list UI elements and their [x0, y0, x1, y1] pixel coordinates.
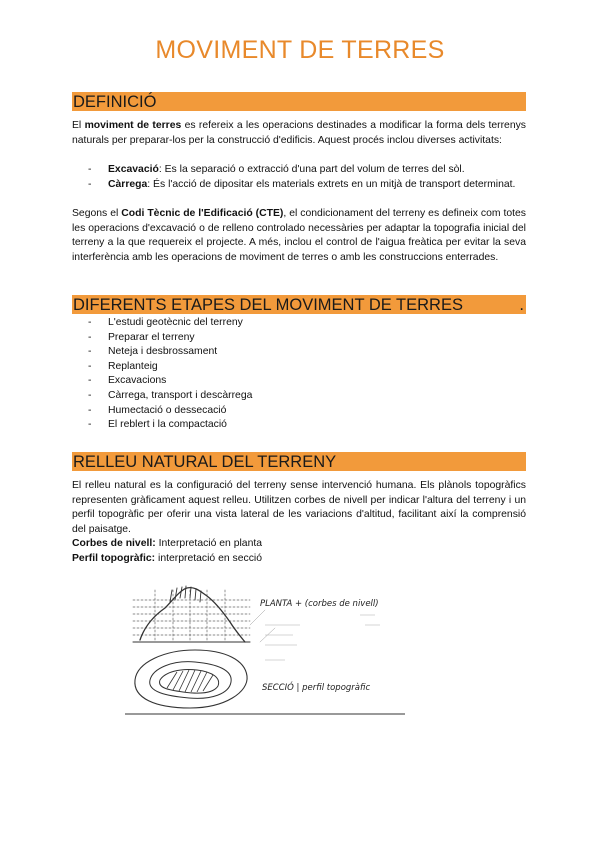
definicio-bullet-list — [88, 163, 526, 192]
section-heading-etapes: DIFERENTS ETAPES DEL MOVIMENT DE TERRES . — [73, 296, 524, 314]
list-item: - Neteja i desbrossament — [88, 346, 218, 358]
topographic-sketch — [125, 580, 410, 715]
relleu-paragraph: El relleu natural es la configuració del terreny sense intervenció humana. Els plànols topogràfics representen gràficament aquest relleu. Utilitzen corbes de nivell per indicar l'altura del terreny i un perfil topogràfic per oferir una vista lateral de les variacions d'altitud, facilitant així la comprensió del paisatge. — [72, 480, 526, 535]
section-profile-drawing — [133, 586, 275, 642]
list-item: - El reblert i la compactació — [88, 419, 227, 431]
plan-contour-drawing — [125, 650, 405, 714]
section-heading-text: RELLEU NATURAL DEL TERRENY — [73, 453, 337, 471]
relleu-line-corbes: Corbes de nivell: Interpretació en planta — [72, 538, 263, 549]
definicio-paragraph-2: Segons el Codi Tècnic de l'Edificació (CTE), el condicionament del terreny es defineix com totes les operacions d'excavació o de relleno controlado necessàries per adaptar la topografia inicial del terreny a la que requereix el projecte. A més, inclou el control de l'aigua freàtica per evitar la seva interferència amb les operacions de moviment de terres o amb les construccions enterrades. — [72, 208, 526, 263]
section-heading-text: DIFERENTS ETAPES DEL MOVIMENT DE TERRES — [73, 296, 463, 314]
section-heading-relleu — [72, 452, 526, 471]
list-item: - Càrrega: És l'acció de dipositar els materials extrets en un mitjà de transport determinat. — [88, 178, 516, 190]
section-heading-text: DEFINICIÓ — [73, 93, 157, 111]
sketch-label-planta: PLANTA + (corbes de nivell) — [260, 599, 379, 609]
list-item: - Preparar el terreny — [88, 331, 195, 343]
etapes-list — [88, 316, 518, 433]
list-item: - Replanteig — [88, 360, 158, 372]
section-heading-definicio — [72, 92, 526, 111]
list-item: - Excavacions — [88, 375, 167, 387]
relleu-line-perfil: Perfil topogràfic: interpretació en secció — [72, 553, 262, 564]
list-item: - Càrrega, transport i descàrrega — [88, 389, 253, 401]
bold-term: Codi Tècnic de l'Edificació (CTE) — [121, 208, 284, 219]
page-title: MOVIMENT DE TERRES — [155, 36, 445, 64]
sketch-label-seccio: SECCIÓ | perfil topogràfic — [262, 683, 371, 693]
bold-term: moviment de terres — [84, 120, 182, 131]
list-item: - Humectació o dessecació — [88, 404, 227, 416]
list-item: - L'estudi geotècnic del terreny — [88, 317, 243, 328]
list-item: - Excavació: Es la separació o extracció d'una part del volum de terres del sòl. — [88, 164, 465, 175]
definicio-paragraph-1: El moviment de terres es refereix a les operacions destinades a modificar la forma dels terrenys naturals per preparar-los per la construcció d'edificis. Aquest procés inclou diverses activitats: — [72, 120, 526, 146]
faint-notes — [265, 615, 380, 660]
